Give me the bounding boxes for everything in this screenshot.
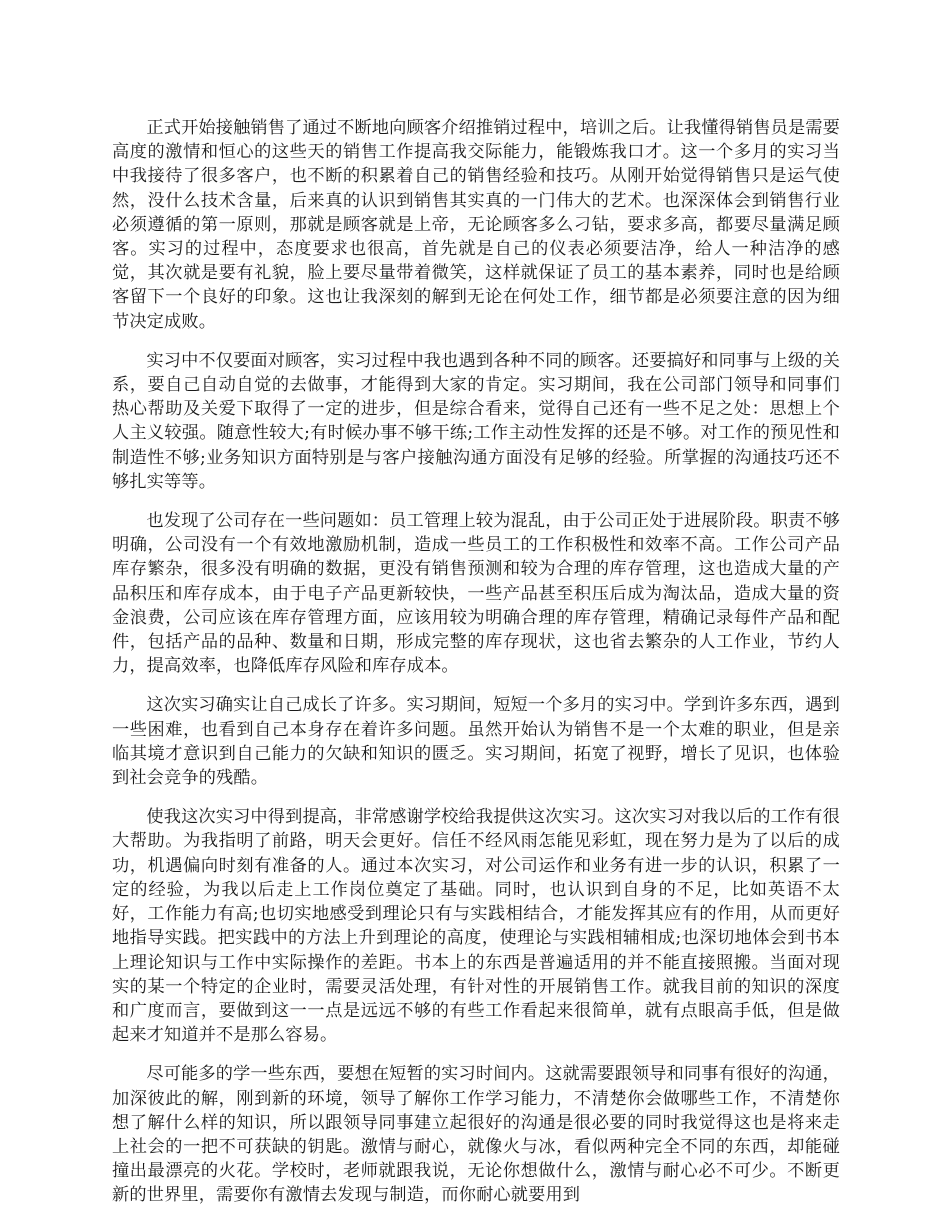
paragraph-sales-experience: 正式开始接触销售了通过不断地向顾客介绍推销过程中，培训之后。让我懂得销售员是需要高度的激情和恒心的这些天的销售工作提高我交际能力，能锻炼我口才。这一个多月的实习当中我接待了很多客户，也不断的积累着自己的销售经验和技巧。从刚开始觉得销售只是运气使然，没什么技术含量，后来真的认识到销售其实真的一门伟大的艺术。也深深体会到销售行业必须遵循的第一原则，那就是顾客就是上帝，无论顾客多么刁钻，要求多高，都要尽量满足顾客。实习的过程中，态度要求也很高，首先就是自己的仪表必须要洁净，给人一种洁净的感觉，其次就是要有礼貌，脸上要尽量带着微笑，这样就保证了员工的基本素养，同时也是给顾客留下一个良好的印象。这也让我深刻的解到无论在何处工作，细节都是必须要注意的因为细节决定成败。 bbox=[112, 118, 840, 332]
paragraph-communication-passion: 尽可能多的学一些东西，要想在短暂的实习时间内。这就需要跟领导和同事有很好的沟通，加深彼此的解，刚到新的环境，领导了解你工作学习能力，不清楚你会做哪些工作，不清楚你想了解什么样的知识，所以跟领导同事建立起很好的沟通是很必要的同时我觉得这也是将来走上社会的一把不可获缺的钥匙。激情与耐心，就像火与冰，看似两种完全不同的东西，却能碰撞出最漂亮的火花。学校时，老师就跟我说，无论你想做什么，激情与耐心必不可少。不断更新的世界里，需要你有激情去发现与制造，而你耐心就要用到 bbox=[112, 1064, 840, 1206]
paragraph-colleagues-shortcomings: 实习中不仅要面对顾客，实习过程中我也遇到各种不同的顾客。还要搞好和同事与上级的关系，要自己自动自觉的去做事，才能得到大家的肯定。实习期间，我在公司部门领导和同事们热心帮助及关爱下取得了一定的进步，但是综合看来，觉得自己还有一些不足之处：思想上个人主义较强。随意性较大;有时候办事不够干练;工作主动性发挥的还是不够。对工作的预见性和制造性不够;业务知识方面特别是与客户接触沟通方面没有足够的经验。所掌握的沟通技巧还不够扎实等等。 bbox=[112, 350, 840, 492]
paragraph-company-problems: 也发现了公司存在一些问题如：员工管理上较为混乱，由于公司正处于进展阶段。职责不够明确，公司没有一个有效地激励机制，造成一些员工的工作积极性和效率不高。工作公司产品库存繁杂，很多没有明确的数据，更没有销售预测和较为合理的库存管理，这也造成大量的产品积压和库存成本，由于电子产品更新较快，一些产品甚至积压后成为淘汰品，造成大量的资金浪费，公司应该在库存管理方面，应该用较为明确合理的库存管理，精确记录每件产品和配件，包括产品的品种、数量和日期，形成完整的库存现状，这也省去繁杂的人工作业，节约人力，提高效率，也降低库存风险和库存成本。 bbox=[112, 511, 840, 677]
paragraph-personal-growth: 这次实习确实让自己成长了许多。实习期间，短短一个多月的实习中。学到许多东西，遇到一些困难，也看到自己本身存在着许多问题。虽然开始认为销售不是一个太难的职业，但是亲临其境才意识到自己能力的欠缺和知识的匮乏。实习期间，拓宽了视野，增长了见识，也体验到社会竞争的残酷。 bbox=[112, 695, 840, 789]
paragraph-gratitude-reflection: 使我这次实习中得到提高，非常感谢学校给我提供这次实习。这次实习对我以后的工作有很大帮助。为我指明了前路，明天会更好。信任不经风雨怎能见彩虹，现在努力是为了以后的成功，机遇偏向时刻有准备的人。通过本次实习，对公司运作和业务有进一步的认识，积累了一定的经验，为我以后走上工作岗位奠定了基础。同时，也认识到自身的不足，比如英语不太好，工作能力有高;也切实地感受到理论只有与实践相结合，才能发挥其应有的作用，从而更好地指导实践。把实践中的方法上升到理论的高度，使理论与实践相辅相成;也深切地体会到书本上理论知识与工作中实际操作的差距。书本上的东西是普遍适用的并不能直接照搬。当面对现实的某一个特定的企业时，需要灵活处理，有针对性的开展销售工作。就我目前的知识的深度和广度而言，要做到这一一点是远远不够的有些工作看起来很简单，就有点眼高手低，但是做起来才知道并不是那么容易。 bbox=[112, 807, 840, 1046]
document-body bbox=[112, 116, 840, 1223]
